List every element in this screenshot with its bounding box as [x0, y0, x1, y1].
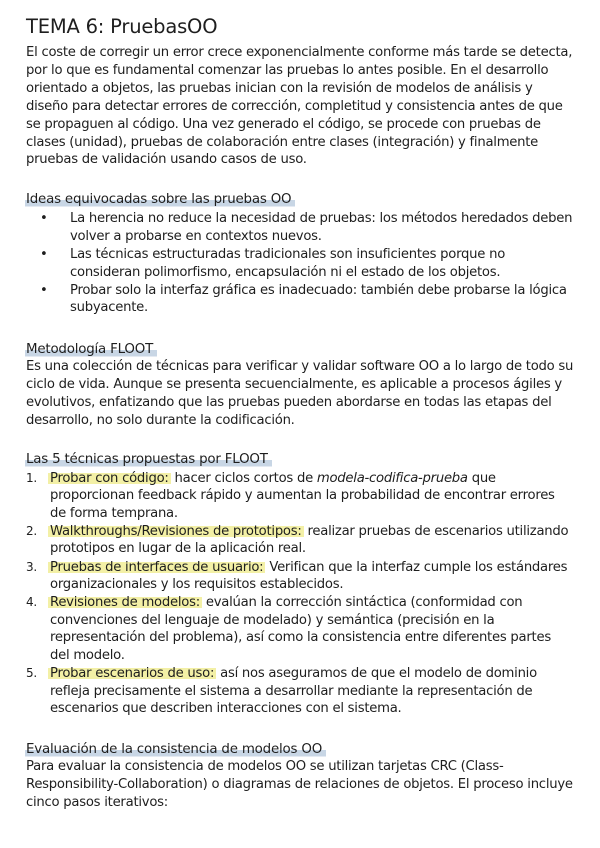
page-title: TEMA 6: PruebasOO: [26, 15, 218, 38]
list-item: [26, 210, 574, 245]
bullet-marker: •: [40, 211, 48, 227]
item-number: 3.: [26, 559, 37, 574]
highlighted-term: Probar escenarios de uso:: [50, 666, 215, 682]
list-item: [26, 665, 574, 718]
ideas-section: [26, 188, 574, 317]
list-item: [26, 594, 574, 664]
item-number: 2.: [26, 523, 37, 538]
item-text: hacer ciclos cortos de: [170, 470, 317, 486]
item-number: 1.: [26, 470, 37, 485]
consistency-heading: Evaluación de la consistencia de modelos OO: [25, 741, 326, 758]
highlighted-term: Probar con código:: [50, 470, 169, 486]
list-item: [26, 470, 574, 523]
item-text: realizar pruebas de escenarios utilizando prototipos en lugar de la aplicación real.: [50, 523, 569, 557]
highlighted-term: Revisiones de modelos:: [50, 595, 200, 611]
list-item: [26, 523, 574, 558]
floot-heading: Metodología FLOOT: [25, 341, 157, 358]
item-text: así nos aseguramos de que el modelo de dominio refleja precisamente el sistema a desarrollar mediante la representación de escenarios que describen interacciones con el sistema.: [50, 666, 537, 717]
floot-paragraph: Es una colección de técnicas para verificar y validar software OO a lo largo de todo su ciclo de vida. Aunque se presenta secuencialmente, es aplicable a procesos ágiles y evolutivos, enfatizando que las pruebas pueden abordarse en todas las etapas del desarrollo, no solo durante la codificación.: [26, 358, 574, 428]
floot-section: [26, 338, 574, 430]
ideas-heading: Ideas equivocadas sobre las pruebas OO: [25, 191, 295, 208]
intro-paragraph: El coste de corregir un error crece exponencialmente conforme más tarde se detecta, por lo que es fundamental comenzar las pruebas lo antes posible. En el desarrollo orientado a objetos, las pruebas inician con la revisión de modelos de análisis y diseño para detectar errores de corrección, completitud y consistencia antes de que se propaguen al código. Una vez generado el código, se procede con pruebas de clases (unidad), pruebas de colaboración entre clases (integración) y finalmente pruebas de validación usando casos de uso.: [26, 45, 573, 168]
consistency-section: [26, 738, 574, 812]
item-text-continued: que proporcionan feedback rápido y aumentan la probabilidad de encontrar errores de forma temprana.: [50, 470, 555, 521]
list-item: [26, 246, 574, 281]
item-text: evalúan la corrección sintáctica (conformidad con convenciones del lenguaje de modelado) y semántica (precisión en la representación del problema), así como la consistencia entre diferentes partes del modelo.: [50, 595, 551, 663]
techniques-heading: Las 5 técnicas propuestas por FLOOT: [25, 451, 272, 468]
techniques-list: [26, 470, 574, 718]
list-item-text: La herencia no reduce la necesidad de pruebas: los métodos heredados deben volver a probarse en contextos nuevos.: [70, 211, 573, 244]
highlighted-term: Walkthroughs/Revisiones de prototipos:: [50, 523, 302, 539]
item-number: 5.: [26, 666, 37, 681]
document-page: [26, 14, 574, 812]
item-text: Verifican que la interfaz cumple los estándares organizacionales y los requisitos establecidos.: [50, 559, 568, 593]
list-item-text: Las técnicas estructuradas tradicionales son insuficientes porque no consideran polimorfismo, encapsulación ni el estado de los objetos.: [70, 247, 506, 280]
item-number: 4.: [26, 595, 37, 610]
bullet-marker: •: [40, 247, 48, 263]
list-item: [26, 282, 574, 317]
emphasized-text: modela-codifica-prueba: [316, 470, 468, 486]
list-item: [26, 559, 574, 594]
techniques-section: [26, 448, 574, 718]
list-item-text: Probar solo la interfaz gráfica es inadecuado: también debe probarse la lógica subyacente.: [70, 282, 567, 316]
ideas-list: [26, 210, 574, 317]
consistency-paragraph: Para evaluar la consistencia de modelos OO se utilizan tarjetas CRC (Class-Responsibility-Collaboration) o diagramas de relaciones de objetos. El proceso incluye cinco pasos iterativos:: [26, 758, 573, 810]
bullet-marker: •: [40, 282, 48, 298]
highlighted-term: Pruebas de interfaces de usuario:: [50, 559, 264, 575]
